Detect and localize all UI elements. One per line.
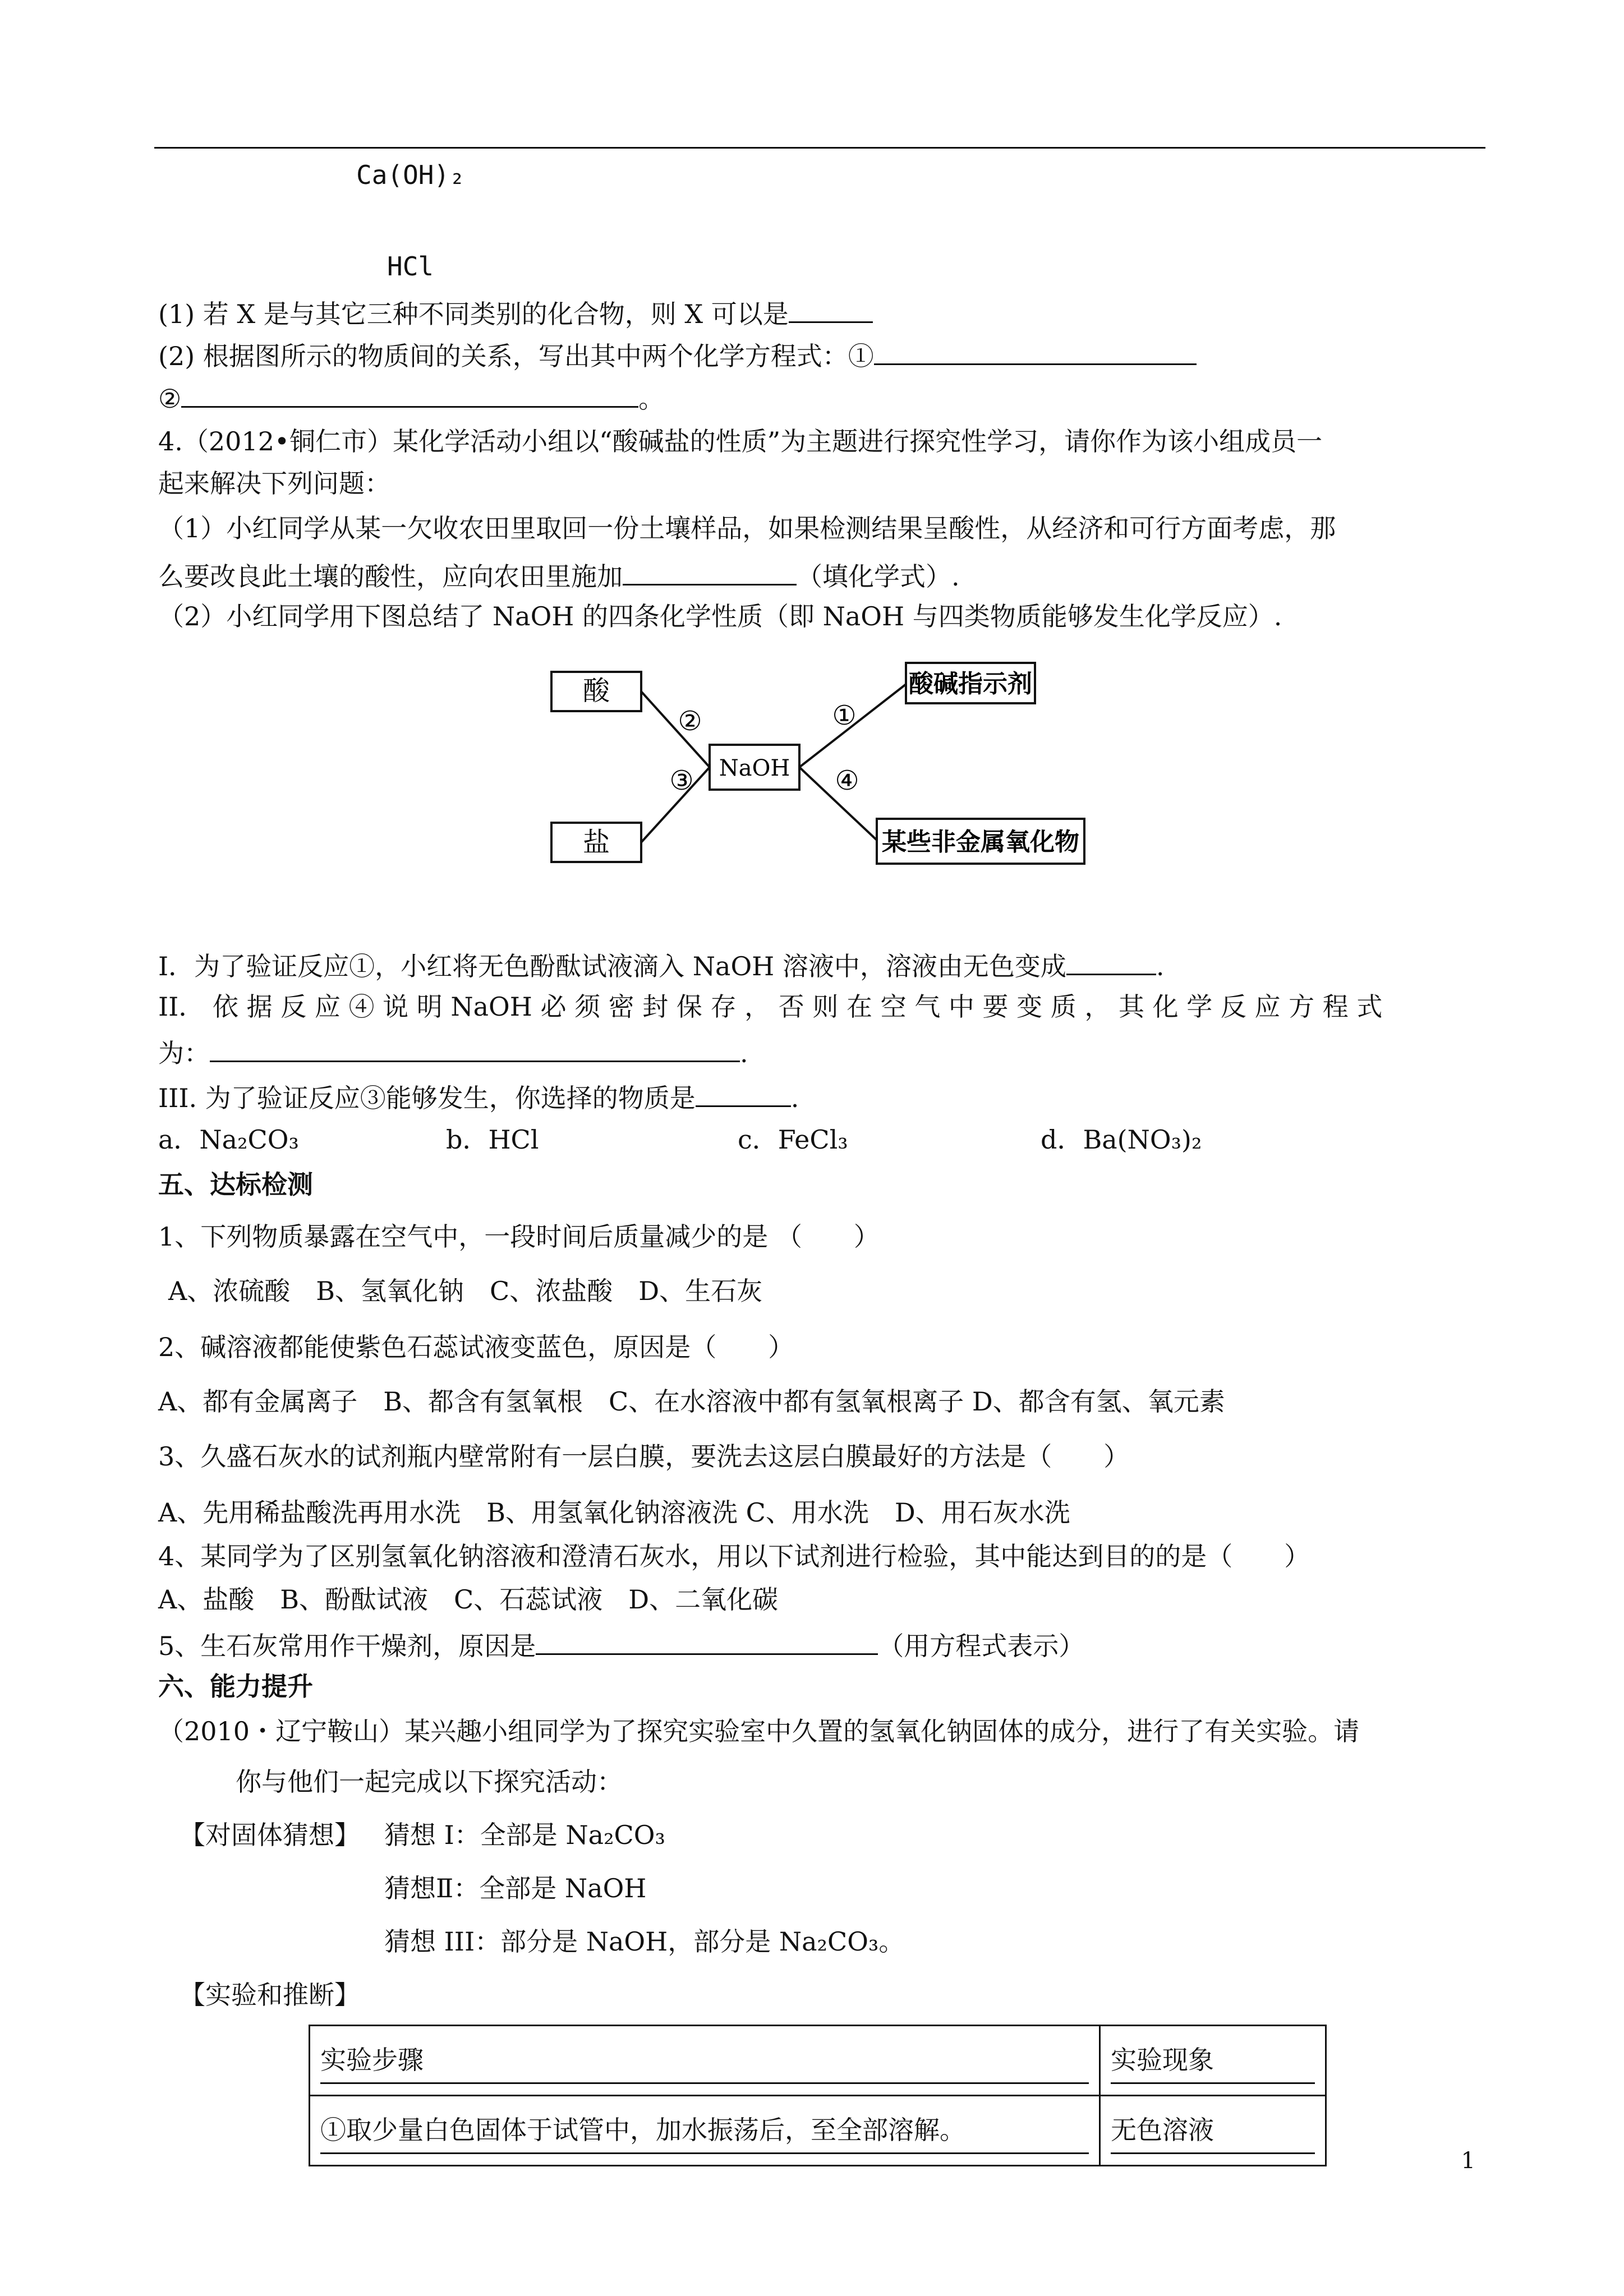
formula-fragment-hcl: HCl [387,251,434,282]
option-c: c．FeCl₃ [738,1124,848,1155]
diagram-reaction-1: ① [832,700,857,731]
table-header-steps: 实验步骤 [310,2026,1100,2096]
test-5: 5、生石灰常用作干燥剂，原因是 （用方程式表示） [158,1628,1084,1662]
question-4-1: （1）小红同学从某一欠收农田里取回一份土壤样品，如果检测结果呈酸性，从经济和可行方面考虑，那 [158,513,1336,543]
question-4-I: I．为了验证反应①，小红将无色酚酞试液滴入 NaOH 溶液中，溶液由无色变成 . [158,948,1165,982]
question-4-III: III. 为了验证反应③能够发生，你选择的物质是 . [158,1080,799,1114]
question-4-intro: 4.（2012•铜仁市）某化学活动小组以“酸碱盐的性质”为主题进行探究性学习，请你作为该小组成员一 [158,426,1323,457]
question-4-1-cont: 么要改良此土壤的酸性，应向农田里施加 （填化学式）. [158,558,960,592]
diagram-salt-label: 盐 [582,827,610,858]
guess-3: 猜想 III：部分是 NaOH，部分是 Na₂CO₃。 [384,1926,905,1957]
page-number: 1 [1461,2148,1475,2174]
test-1: 1、下列物质暴露在空气中，一段时间后质量减少的是 （ ） [158,1221,880,1252]
experiment-table [309,2025,1327,2166]
table-cell-step-1: ①取少量白色固体于试管中，加水振荡后，至全部溶解。 [310,2096,1100,2166]
guess-label: 【对固体猜想】 [180,1820,360,1850]
guess-2: 猜想Ⅱ：全部是 NaOH [384,1873,647,1903]
test-4: 4、某同学为了区别氢氧化钠溶液和澄清石灰水，用以下试剂进行检验，其中能达到目的的是（ ） [158,1541,1310,1571]
question-4-II-cont: 为： . [158,1035,748,1069]
experiment-label: 【实验和推断】 [180,1980,360,2010]
question-3-2: (2) 根据图所示的物质间的关系，写出其中两个化学方程式：① [158,338,1197,372]
question-4-2: （2）小红同学用下图总结了 NaOH 的四条化学性质（即 NaOH 与四类物质能够发生化学反应）. [158,601,1282,631]
option-b: b．HCl [446,1124,539,1155]
guess-1: 猜想 I：全部是 Na₂CO₃ [384,1820,665,1850]
diagram-oxide-label: 某些非金属氧化物 [882,828,1079,856]
question-4-II: II． 依 据 反 应 ④ 说 明 NaOH 必 须 密 封 保 存 ， 否 则 在 空 气 中 要 变 质 ， 其 化 学 反 应 方 程 式 [158,992,1383,1022]
test-2: 2、碱溶液都能使紫色石蕊试液变蓝色，原因是（ ） [158,1332,794,1362]
table-cell-phenomenon-1: 无色溶液 [1100,2096,1326,2166]
test-4-options: A、盐酸 B、酚酞试液 C、石蕊试液 D、二氧化碳 [158,1584,779,1615]
table-header-phenomena: 实验现象 [1100,2026,1326,2096]
test-3: 3、久盛石灰水的试剂瓶内壁常附有一层白膜，要洗去这层白膜最好的方法是（ ） [158,1441,1130,1472]
diagram-indicator-label: 酸碱指示剂 [909,670,1032,698]
table-row [310,2096,1326,2166]
option-d: d．Ba(NO₃)₂ [1041,1124,1202,1155]
diagram-reaction-4: ④ [835,765,859,796]
diagram-acid-label: 酸 [582,675,610,707]
formula-fragment-caoh: Ca(OH)₂ [356,160,465,190]
diagram-center-label: NaOH [719,755,790,781]
problem-6-cont: 你与他们一起完成以下探究活动： [236,1767,623,1797]
section-6-heading: 六、能力提升 [158,1671,313,1702]
section-5-heading: 五、达标检测 [158,1169,313,1200]
header-rule [154,147,1485,149]
naoh-properties-diagram [547,662,1108,875]
question-3-1: (1) 若 X 是与其它三种不同类别的化合物，则 X 可以是 [158,296,873,330]
option-a: a．Na₂CO₃ [158,1124,299,1155]
question-4-intro-cont: 起来解决下列问题： [158,468,390,499]
table-header-row [310,2026,1326,2096]
diagram-reaction-2: ② [678,706,702,737]
test-2-options: A、都有金属离子 B、都含有氢氧根 C、在水溶液中都有氢氧根离子 D、都含有氢、氧元素 [158,1386,1225,1417]
diagram-reaction-3: ③ [669,765,694,796]
problem-6: （2010・辽宁鞍山）某兴趣小组同学为了探究实验室中久置的氢氧化钠固体的成分，进行了有关实验。请 [158,1716,1360,1746]
question-3-2-line2: ② 。 [158,380,664,414]
test-1-options: A、浓硫酸 B、氢氧化钠 C、浓盐酸 D、生石灰 [168,1276,763,1306]
test-3-options: A、先用稀盐酸洗再用水洗 B、用氢氧化钠溶液洗 C、用水洗 D、用石灰水洗 [158,1497,1070,1528]
